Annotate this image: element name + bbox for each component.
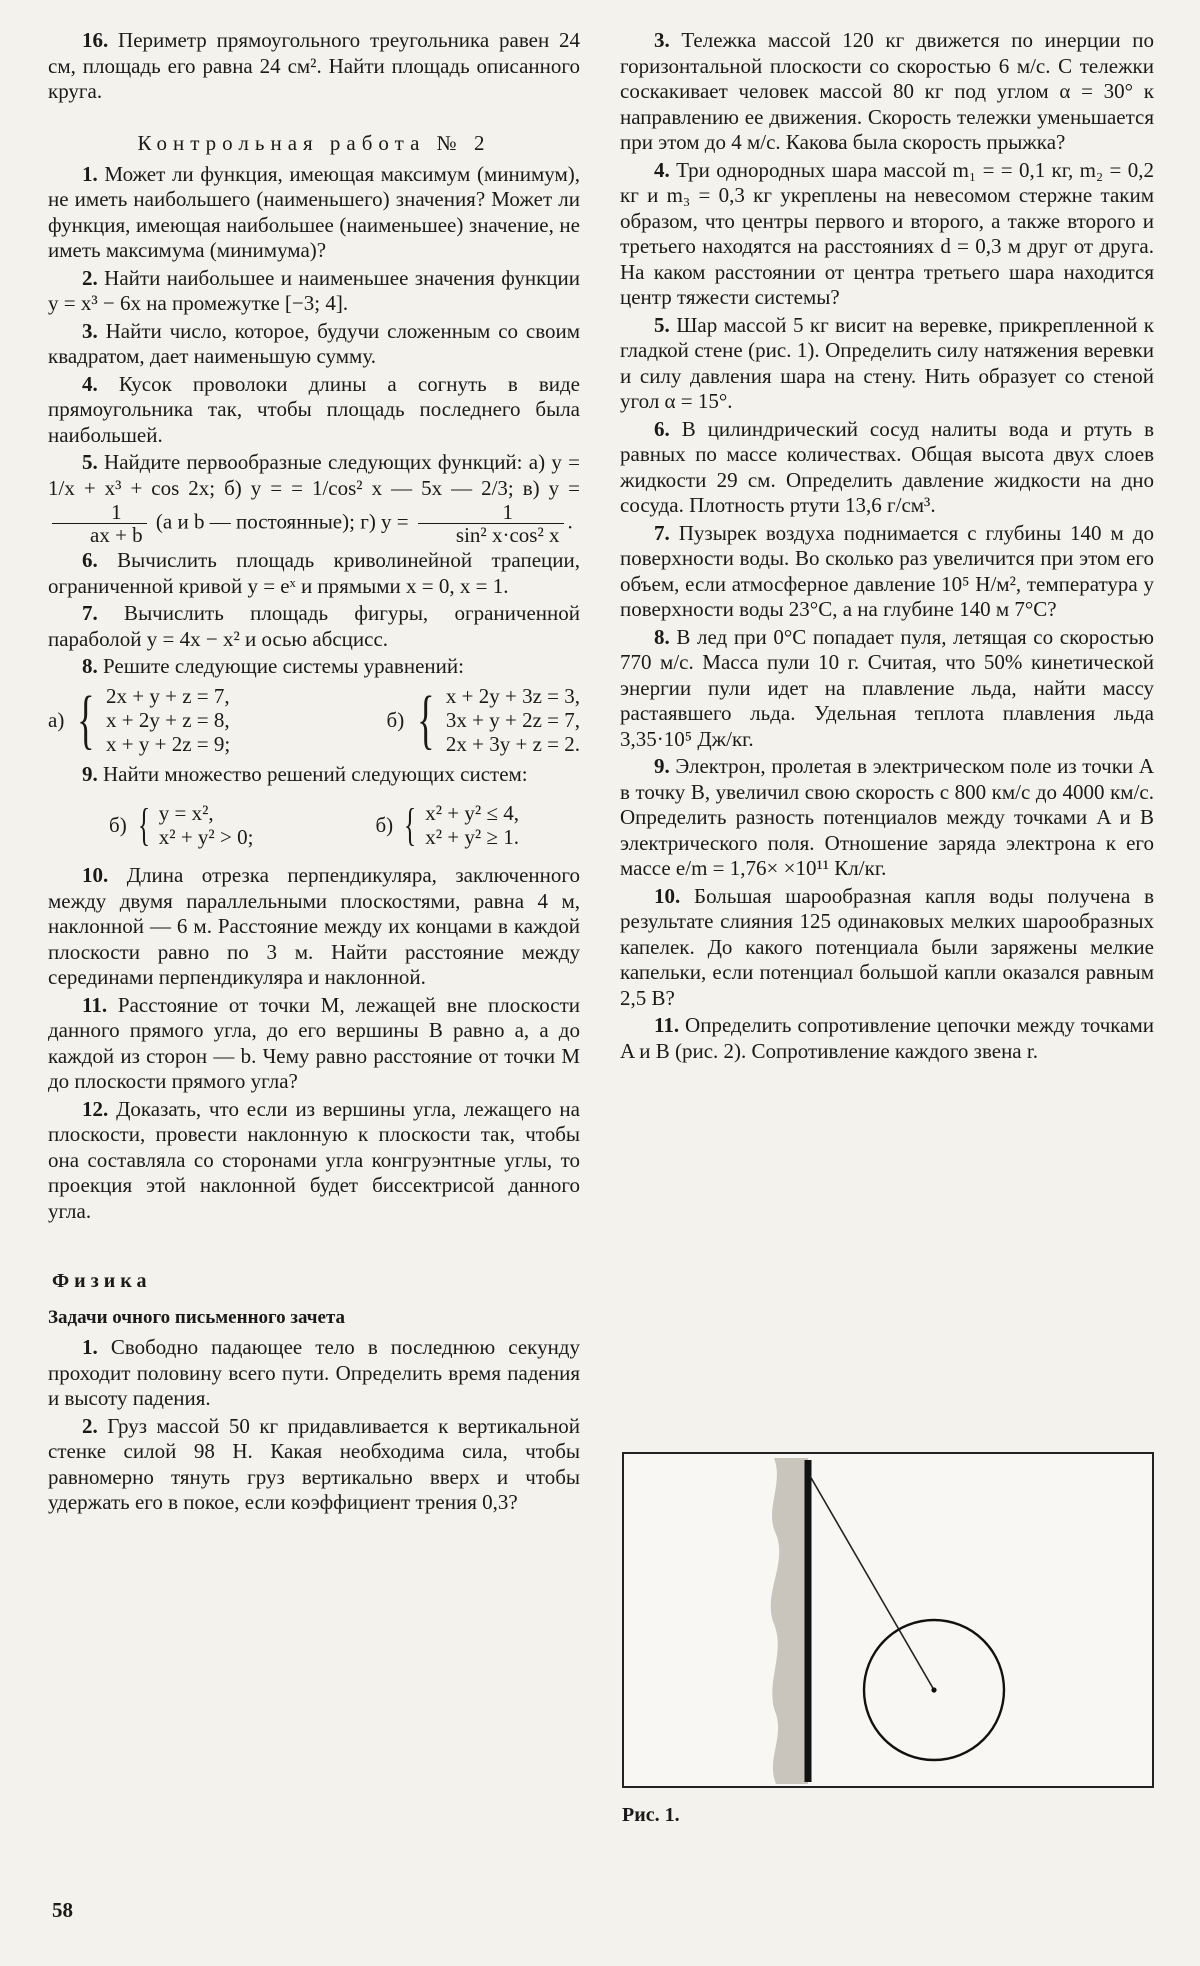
problem xyxy=(48,762,580,788)
problem-number: 11. xyxy=(82,992,108,1017)
problem xyxy=(620,158,1154,311)
problem-number: 7. xyxy=(654,520,670,545)
equation-systems-8 xyxy=(48,684,580,756)
problem-text: Доказать, что если из вершины угла, лежащего на плоскости, провести наклонную к плоскости так, чтобы она составляла со сторонами угла конгруэнтные углы, то проекция этой наклонной будет биссектрисой данного угла. xyxy=(48,1096,580,1223)
equation: x + y + 2z = 9; xyxy=(106,731,231,756)
problem-text: В лед при 0°С попадает пуля, летящая со скоростью 770 м/с. Масса пули 10 г. Считая, что 50% кинетической энергии пули идет на плавление льда, найти массу растаявшего льда. Удельная теплота плавления льда 3,35·10⁵ Дж/кг. xyxy=(620,624,1154,751)
equation: 2x + y + z = 7, xyxy=(106,683,230,708)
problem-text: Может ли функция, имеющая максимум (минимум), не иметь наибольшего (наименьшего) значения? Может ли функция, имеющая наибольшее (наименьшее) значение, не иметь максимума (минимума)? xyxy=(48,161,580,262)
problem-text: (a и b — постоянные); г) y = xyxy=(155,509,409,534)
problem-text: Длина отрезка перпендикуляра, заключенного между двумя параллельными плоскостями, равна 4 м, наклонной — 6 м. Расстояние между их концами в каждой плоскости равно по 3 м. Найти расстояние между серединами перпендикуляра и наклонной. xyxy=(48,863,580,989)
brace-icon: { xyxy=(137,799,150,850)
inequality-systems-9 xyxy=(48,801,580,849)
system-equations xyxy=(159,801,254,849)
fraction xyxy=(52,501,147,546)
equation: x² + y² > 0; xyxy=(158,825,254,849)
brace-icon: { xyxy=(77,682,95,756)
wall-hatching xyxy=(771,1458,808,1784)
system-label: б) xyxy=(386,707,405,732)
right-column xyxy=(620,28,1154,1066)
problem xyxy=(48,372,580,449)
equation: x + 2y + z = 8, xyxy=(106,707,230,732)
problem-text: Найти число, которое, будучи сложенным со своим квадратом, дает наименьшую сумму. xyxy=(48,318,580,368)
problem-text: Груз массой 50 кг придавливается к вертикальной стенке силой 98 Н. Какая необходима сила, чтобы равномерно тянуть груз вертикально вверх и чтобы удержать его в покое, если коэффициент трения 0,3? xyxy=(48,1413,580,1514)
fraction-denominator: sin² x·cos² x xyxy=(455,523,560,547)
page-number: 58 xyxy=(52,1898,73,1922)
problem xyxy=(48,1414,580,1516)
problem xyxy=(48,162,580,264)
problem-text: Найдите первообразные следующих функций: а) y = 1/x + x³ + cos 2x; б) y = = 1/cos² x — 5x — 2/3; в) y = xyxy=(48,450,580,500)
fraction xyxy=(418,501,564,546)
problem xyxy=(48,993,580,1095)
heading-control-work-2: Контрольная работа № 2 xyxy=(137,130,491,155)
problem-text: Тележка массой 120 кг движется по инерции по горизонтальной плоскости со скоростью 6 м/с. С тележки соскакивает человек массой 80 кг под углом α = 30° к направлению ее движения. Скорость тележки уменьшается при этом до 4 м/с. Какова была скорость прыжка? xyxy=(620,28,1154,154)
system-a xyxy=(109,801,253,849)
problem xyxy=(620,625,1154,753)
left-column xyxy=(48,28,580,1518)
problem-number: 2. xyxy=(82,265,98,290)
system-equations xyxy=(106,684,230,756)
problem-number: 1. xyxy=(82,161,98,186)
problem-number: 1. xyxy=(82,1335,98,1359)
equation: y = x², xyxy=(158,801,214,825)
problem-number: 12. xyxy=(82,1096,109,1121)
problem-text: Найти наибольшее и наименьшее значения функции y = x³ − 6x на промежутке [−3; 4]. xyxy=(48,265,580,315)
problem-text: Большая шарообразная капля воды получена в результате слияния 125 одинаковых мелких шарообразных капелек. До какого потенциала были заряжены мелкие капельки, если потенциал большой капли оказался равным 2,5 В? xyxy=(620,883,1154,1010)
problem-text: Расстояние от точки M, лежащей вне плоскости данного прямого угла, до его вершины B равно a, а до каждой из сторон — b. Чему равно расстояние от точки M до плоскости прямого угла? xyxy=(48,992,580,1093)
problem-text: Найти множество решений следующих систем: xyxy=(97,761,528,786)
problem xyxy=(620,754,1154,882)
problem-text: Свободно падающее тело в последнюю секунду проходит половину всего пути. Определить время падения и высоту падения. xyxy=(48,1335,580,1410)
equation: 3x + y + 2z = 7, xyxy=(445,707,580,732)
problem-text: Вычислить площадь фигуры, ограниченной параболой y = 4x − x² и осью абсцисс. xyxy=(48,601,580,651)
problem-number: 2. xyxy=(82,1413,98,1438)
system-equations xyxy=(446,684,580,756)
problem-number: 8. xyxy=(82,654,98,678)
problem-text: Электрон, пролетая в электрическом поле из точки A в точку B, увеличил свою скорость с 800 км/с до 4000 км/с. Определить разность потенциалов между точками A и B электрического поля. Отношение заряда электрона к его массе e/m = 1,76× ×10¹¹ Кл/кг. xyxy=(620,754,1154,880)
problem-text: Шар массой 5 кг висит на веревке, прикрепленной к гладкой стене (рис. 1). Определить силу натяжения веревки и силу давления шара на стену. Нить образует со стеной угол α = 15°. xyxy=(620,312,1154,413)
problem-16 xyxy=(48,28,580,105)
problem xyxy=(48,1097,580,1225)
problem xyxy=(48,319,580,370)
problem-text: Три однородных шара массой m₁ = = 0,1 кг, m₂ = 0,2 кг и m₃ = 0,3 кг укреплены на невесомом стержне таким образом, что центры первого и второго, а также второго и третьего находятся на расстояниях d = 0,3 м друг от друга. На каком расстоянии от центра третьего шара находится центр тяжести системы? xyxy=(620,157,1154,309)
figure-caption: Рис. 1. xyxy=(622,1804,680,1826)
problem-number: 3. xyxy=(82,318,98,343)
system-label: б) xyxy=(109,813,127,837)
subsection-title: Задачи очного письменного зачета xyxy=(48,1307,346,1328)
problem-number: 4. xyxy=(82,371,98,396)
figure-1 xyxy=(622,1452,1154,1788)
problem xyxy=(48,266,580,317)
problem-text: Пузырек воздуха поднимается с глубины 140 м до поверхности воды. Во сколько раз увеличится при этом его объем, если атмосферное давление 10⁵ Н/м², температура у поверхности воды 23°С, а на глубине 140 м 7°С? xyxy=(620,520,1154,621)
ball-center-dot xyxy=(931,1687,936,1692)
problem-number: 6. xyxy=(82,548,98,572)
system-label: б) xyxy=(375,813,394,837)
problem-number: 10. xyxy=(654,883,681,908)
problem xyxy=(48,601,580,652)
problem-text: Вычислить площадь криволинейной трапеции, ограниченной кривой y = eˣ и прямыми x = 0, x = 1. xyxy=(48,548,580,598)
problem-text: . xyxy=(567,509,573,534)
problem-text: В цилиндрический сосуд налиты вода и ртуть в равных по массе количествах. Общая высота двух слоев жидкости 29 см. Определить давление жидкости на дно сосуда. Плотность ртути 13,6 г/см³. xyxy=(620,416,1154,517)
fraction-numerator: 1 xyxy=(418,501,564,524)
problem xyxy=(620,521,1154,623)
problem-number: 9. xyxy=(82,761,98,786)
section-title-physics: Физика xyxy=(52,1270,152,1292)
problem-number: 3. xyxy=(654,28,670,52)
system-equations xyxy=(425,801,519,849)
problem xyxy=(48,654,580,680)
problem xyxy=(620,417,1154,519)
problem-number: 9. xyxy=(654,754,670,778)
brace-icon: { xyxy=(404,799,417,850)
equation: x + 2y + 3z = 3, xyxy=(445,683,580,708)
problem xyxy=(48,1335,580,1412)
wall-ball-diagram xyxy=(624,1454,1152,1786)
problem-text: Кусок проволоки длины a согнуть в виде прямоугольника так, чтобы площадь последнего была наибольшей. xyxy=(48,371,580,447)
problem-number: 5. xyxy=(82,450,98,474)
problem-text: Периметр прямоугольного треугольника равен 24 см, площадь его равна 24 см². Найти площадь описанного круга. xyxy=(48,28,580,103)
problem-number: 7. xyxy=(82,601,98,625)
problem xyxy=(620,313,1154,415)
equation: 2x + 3y + z = 2. xyxy=(445,731,580,756)
problem xyxy=(620,1013,1154,1064)
equation: x² + y² ≤ 4, xyxy=(425,801,519,825)
problem-number: 6. xyxy=(654,416,670,441)
fraction-denominator: ax + b xyxy=(90,523,143,547)
problem-number: 16. xyxy=(82,28,109,52)
problem-number: 11. xyxy=(654,1013,680,1037)
problem-number: 5. xyxy=(654,312,670,337)
fraction-numerator: 1 xyxy=(52,501,147,524)
system-b xyxy=(387,684,580,756)
problem-number: 8. xyxy=(654,624,670,649)
problem xyxy=(48,548,580,599)
equation: x² + y² ≥ 1. xyxy=(425,825,519,849)
brace-icon: { xyxy=(417,682,435,756)
problem-number: 10. xyxy=(82,863,109,887)
problem-text: Решите следующие системы уравнений: xyxy=(97,654,464,678)
problem xyxy=(620,28,1154,156)
problem xyxy=(48,863,580,991)
system-b xyxy=(375,801,519,849)
problem xyxy=(620,884,1154,1012)
problem-text: Определить сопротивление цепочки между точками A и B (рис. 2). Сопротивление каждого звена r. xyxy=(620,1013,1154,1063)
problem-number: 4. xyxy=(654,157,670,182)
problem-5 xyxy=(48,450,580,546)
system-a xyxy=(48,684,230,756)
system-label: а) xyxy=(48,707,65,732)
